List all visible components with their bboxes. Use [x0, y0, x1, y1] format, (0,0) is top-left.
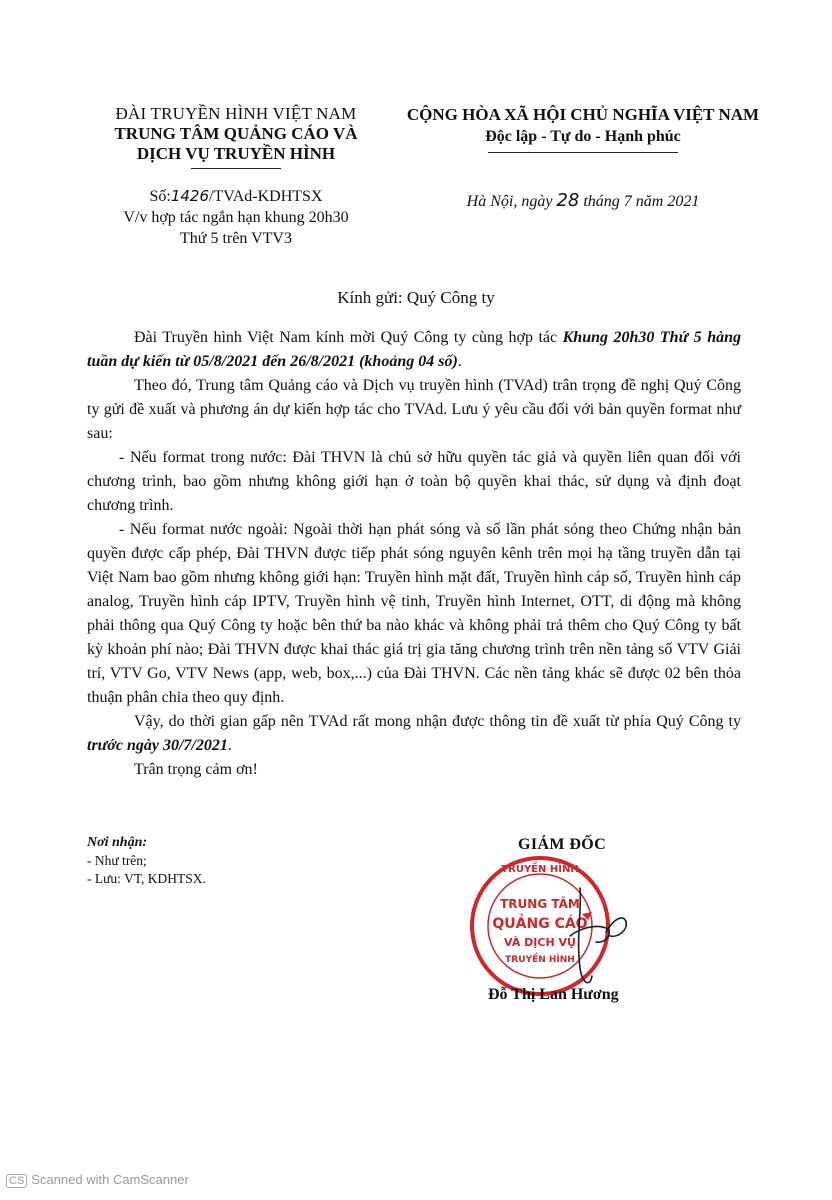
- doc-number-handwritten: 1426: [170, 187, 210, 205]
- paragraph-domestic-format: - Nếu format trong nước: Đài THVN là chủ sở hữu quyền tác giả và quyền liên quan đối với chương trình, bao gồm nhưng không giới hạn ở toàn bộ quyền khai thác, sử dụng và định đoạt chương trình.: [87, 449, 741, 514]
- invitation-end: .: [457, 353, 462, 370]
- recipient-item: - Như trên;: [87, 853, 147, 868]
- paragraph-thanks: Trân trọng cảm ơn!: [134, 761, 258, 778]
- paragraph-foreign-format: - Nếu format nước ngoài: Ngoài thời hạn phát sóng và số lần phát sóng theo Chứng nhận bản quyền được cấp phép, Đài THVN được tiếp phát sóng nguyên kênh trên mọi hạ tầng truyền dẫn tại Việt Nam bao gồm nhưng không giới hạn: Truyền hình mặt đất, Truyền hình cáp số, Truyền hình cáp analog, Truyền hình cáp IPTV, Truyền hình vệ tinh, Truyền hình Internet, OTT, di động mà không phải thông qua Quý Công ty hoặc bên thứ ba nào khác và không phải trả thêm cho Quý Công ty bất kỳ khoản phí nào; Đài THVN được khai thác giá trị gia tăng chương trình trên nền tảng số VTV Giải trí, VTV Go, VTV News (app, web, box,...) của Đài THVN. Các nền tảng khác sẽ được 02 bên thỏa thuận phân chia theo quy định.: [87, 521, 741, 706]
- subject-line-2: Thứ 5 trên VTV3: [180, 230, 292, 247]
- stamp-line-4: TRUYỀN HÌNH: [505, 955, 575, 965]
- issuer-underline: [191, 168, 281, 169]
- paragraph-invitation: [87, 326, 741, 374]
- issuer-org-line2: DỊCH VỤ TRUYỀN HÌNH: [136, 144, 336, 163]
- watermark-text: Scanned with CamScanner: [31, 1172, 189, 1187]
- issuer-org-line1: TRUNG TÂM QUẢNG CÁO VÀ: [114, 124, 358, 143]
- national-underline: [488, 152, 678, 153]
- stamp-line-1: TRUNG TÂM: [500, 897, 580, 911]
- deadline-text: Vậy, do thời gian gấp nên TVAd rất mong nhận được thông tin đề xuất từ phía Quý Công ty: [134, 713, 741, 730]
- signature-block: [470, 828, 680, 1018]
- national-title: CỘNG HÒA XÃ HỘI CHỦ NGHĨA VIỆT NAM: [406, 105, 760, 124]
- greeting: Kính gửi: Quý Công ty: [337, 288, 495, 307]
- date-suffix: tháng 7 năm 2021: [579, 193, 700, 210]
- letter-body: [87, 326, 741, 782]
- document-number-block: [86, 186, 386, 249]
- camscanner-logo-icon: CS: [6, 1174, 27, 1188]
- stamp-line-2: QUẢNG CÁO: [492, 916, 588, 932]
- document-number: [86, 186, 386, 207]
- doc-number-prefix: Số:: [149, 188, 171, 205]
- issuer-header: [86, 104, 386, 169]
- subject-line-1: V/v hợp tác ngắn hạn khung 20h30: [123, 209, 349, 226]
- date-day-handwritten: 28: [556, 190, 580, 211]
- paragraph-request: Theo đó, Trung tâm Quảng cáo và Dịch vụ truyền hình (TVAd) trân trọng đề nghị Quý Công ty gửi đề xuất và phương án dự kiến hợp tác cho TVAd. Lưu ý yêu cầu đối với bản quyền format như sau:: [87, 377, 741, 442]
- issue-date: [392, 190, 774, 211]
- deadline-highlight: trước ngày 30/7/2021: [87, 737, 228, 754]
- invitation-highlight: Khung 20h30 Thứ 5 hàng tuần dự kiến từ 05/8/2021 đến 26/8/2021 (khoảng 04 số): [87, 329, 741, 370]
- paragraph-deadline: [87, 710, 741, 758]
- national-motto: Độc lập - Tự do - Hạnh phúc: [485, 128, 681, 145]
- national-header: [392, 104, 774, 153]
- doc-number-suffix: /TVAd-KDHTSX: [209, 188, 323, 205]
- recipient-item: - Lưu: VT, KDHTSX.: [87, 871, 206, 886]
- signer-name: Đỗ Thị Lan Hương: [488, 986, 619, 1003]
- stamp-ring-text: TRUYỀN HÌNH: [501, 864, 579, 875]
- scanner-watermark: [6, 1172, 189, 1188]
- recipients-title: Nơi nhận:: [87, 835, 148, 850]
- issuer-parent-org: ĐÀI TRUYỀN HÌNH VIỆT NAM: [115, 104, 357, 123]
- date-prefix: Hà Nội, ngày: [466, 193, 557, 210]
- deadline-end: .: [227, 737, 232, 754]
- signer-role: GIÁM ĐỐC: [518, 836, 607, 853]
- stamp-line-3: VÀ DỊCH VỤ: [504, 936, 576, 949]
- invitation-text: Đài Truyền hình Việt Nam kính mời Quý Công ty cùng hợp tác: [134, 329, 563, 346]
- recipients-block: [87, 834, 206, 888]
